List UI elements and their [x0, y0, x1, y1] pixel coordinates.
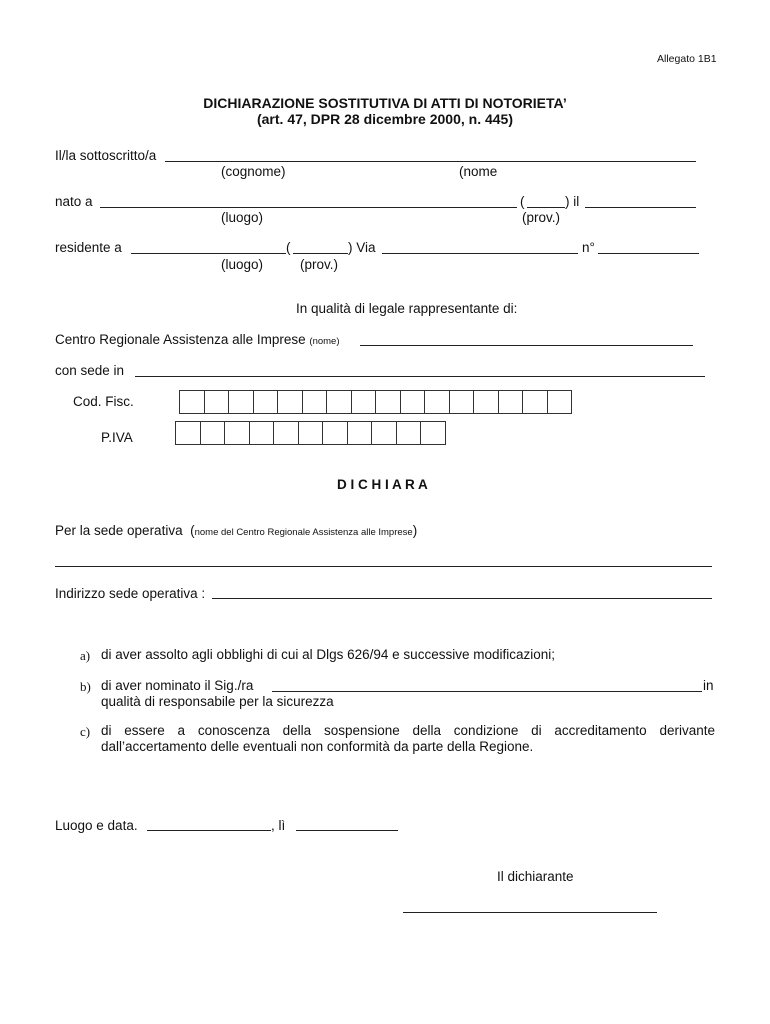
piva-box[interactable] — [249, 421, 275, 445]
dichiara-heading: D I C H I A R A — [337, 477, 428, 492]
residente-label: residente a — [55, 240, 122, 255]
luogo-hint-2: (luogo) — [221, 257, 264, 272]
centro-nome-field[interactable] — [360, 345, 693, 346]
item-a-text: di aver assolto agli obblighi di cui al Dlgs 626/94 e successive modificazioni; — [101, 647, 555, 662]
indirizzo-field[interactable] — [212, 598, 712, 599]
codfisc-box[interactable] — [228, 390, 254, 414]
piva-box[interactable] — [371, 421, 397, 445]
luogo-field[interactable] — [147, 830, 271, 831]
piva-box[interactable] — [347, 421, 373, 445]
residente-prov-field[interactable] — [293, 253, 348, 254]
item-b-text: di aver nominato il Sig./ra — [101, 678, 254, 693]
document-subtitle: (art. 47, DPR 28 dicembre 2000, n. 445) — [256, 111, 513, 127]
allegato-label: Allegato 1B1 — [657, 53, 717, 65]
codfisc-box[interactable] — [375, 390, 401, 414]
codfisc-box[interactable] — [473, 390, 499, 414]
data-field[interactable] — [296, 830, 398, 831]
nato-date-field[interactable] — [585, 207, 696, 208]
codfisc-box[interactable] — [302, 390, 328, 414]
nato-paren-close-il: ) il — [565, 194, 580, 209]
residente-luogo-field[interactable] — [131, 253, 286, 254]
piva-boxes[interactable] — [175, 421, 445, 445]
nato-paren-open: ( — [520, 194, 525, 209]
dichiarante-label: Il dichiarante — [497, 869, 574, 884]
piva-box[interactable] — [322, 421, 348, 445]
piva-label: P.IVA — [101, 430, 133, 445]
codfisc-box[interactable] — [326, 390, 352, 414]
sede-operativa-field[interactable] — [55, 566, 712, 567]
luogo-hint: (luogo) — [221, 210, 264, 225]
piva-box[interactable] — [420, 421, 446, 445]
codfisc-box[interactable] — [449, 390, 475, 414]
sede-operativa-text: Per la sede operativa — [55, 523, 183, 538]
sottoscritto-field[interactable] — [165, 161, 696, 162]
sede-field[interactable] — [135, 376, 705, 377]
codfisc-box[interactable] — [351, 390, 377, 414]
item-a-marker: a) — [80, 648, 91, 663]
prov-hint: (prov.) — [522, 210, 561, 225]
piva-box[interactable] — [273, 421, 299, 445]
item-b-in: in — [703, 678, 714, 693]
sottoscritto-label: Il/la sottoscritto/a — [55, 148, 157, 163]
codfisc-box[interactable] — [204, 390, 230, 414]
signature-line[interactable] — [403, 912, 657, 913]
item-c-text: di essere a conoscenza della sospensione della condizione di accreditamento derivante dall’accertamento delle eventuali non conformità da parte della Regione. — [101, 723, 715, 754]
piva-box[interactable] — [200, 421, 226, 445]
codfisc-label: Cod. Fisc. — [73, 394, 134, 409]
piva-box[interactable] — [298, 421, 324, 445]
codfisc-box[interactable] — [498, 390, 524, 414]
prov-hint-2: (prov.) — [300, 257, 339, 272]
sede-label: con sede in — [55, 363, 125, 378]
item-c-marker: c) — [80, 724, 91, 739]
codfisc-box[interactable] — [547, 390, 573, 414]
codfisc-box[interactable] — [277, 390, 303, 414]
nome-hint: (nome — [459, 164, 498, 179]
codfisc-box[interactable] — [424, 390, 450, 414]
sicurezza-nominee-field[interactable] — [272, 691, 702, 692]
comma-li: , lì — [271, 818, 286, 833]
nato-label: nato a — [55, 194, 93, 209]
indirizzo-label: Indirizzo sede operativa : — [55, 586, 206, 601]
item-b-marker: b) — [80, 679, 91, 694]
numero-label: n° — [582, 240, 595, 255]
codfisc-box[interactable] — [400, 390, 426, 414]
sede-operativa-paren-open: ( — [190, 523, 195, 538]
sede-operativa-paren-close: ) — [412, 523, 418, 538]
numero-field[interactable] — [598, 253, 699, 254]
centro-label-text: Centro Regionale Assistenza alle Imprese — [55, 332, 306, 347]
residente-paren-open: ( — [286, 240, 291, 255]
piva-box[interactable] — [175, 421, 201, 445]
sede-operativa-label — [55, 524, 417, 538]
luogo-data-label: Luogo e data. — [55, 818, 138, 833]
codfisc-box[interactable] — [253, 390, 279, 414]
centro-label — [55, 333, 340, 347]
centro-nome-hint: (nome) — [309, 336, 340, 347]
document-title: DICHIARAZIONE SOSTITUTIVA DI ATTI DI NOTORIETA’ — [203, 95, 567, 111]
cognome-hint: (cognome) — [221, 164, 286, 179]
codfisc-boxes[interactable] — [179, 390, 571, 414]
via-field[interactable] — [382, 253, 578, 254]
nato-prov-field[interactable] — [527, 207, 565, 208]
sede-operativa-hint: nome del Centro Regionale Assistenza alle Imprese — [194, 527, 413, 538]
piva-box[interactable] — [396, 421, 422, 445]
qualita-label: In qualità di legale rappresentante di: — [296, 301, 518, 316]
codfisc-box[interactable] — [522, 390, 548, 414]
via-label: ) Via — [348, 240, 376, 255]
codfisc-box[interactable] — [179, 390, 205, 414]
nato-luogo-field[interactable] — [100, 207, 517, 208]
item-b-text-2: qualità di responsabile per la sicurezza — [101, 694, 334, 709]
piva-box[interactable] — [224, 421, 250, 445]
